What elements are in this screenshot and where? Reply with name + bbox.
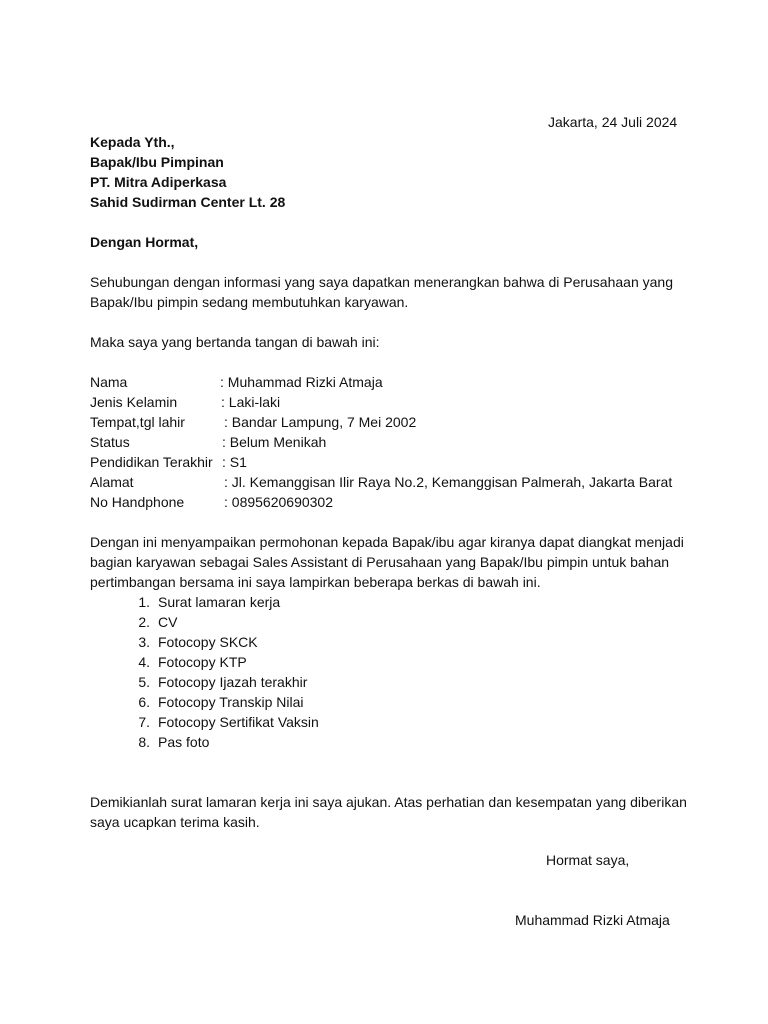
biodata-value: : Belum Menikah: [222, 434, 327, 450]
list-number: 3.: [138, 634, 150, 650]
biodata-label: Status: [90, 434, 130, 450]
paragraph-line: Dengan ini menyampaikan permohonan kepada Bapak/ibu agar kiranya dapat diangkat menjadi: [90, 534, 684, 550]
paragraph-line: bagian karyawan sebagai Sales Assistant di Perusahaan yang Bapak/Ibu pimpin untuk bahan: [90, 554, 670, 570]
biodata-label: Pendidikan Terakhir: [90, 454, 213, 470]
biodata-label: Tempat,tgl lahir: [90, 414, 185, 430]
list-item-text: Fotocopy SKCK: [158, 634, 258, 650]
biodata-value: : 0895620690302: [224, 494, 333, 510]
biodata-label: No Handphone: [90, 494, 185, 510]
list-item-text: Fotocopy Ijazah terakhir: [158, 674, 308, 690]
biodata-value: : S1: [222, 454, 247, 470]
greeting: Dengan Hormat,: [90, 234, 199, 250]
list-number: 5.: [138, 674, 150, 690]
paragraph-line: pertimbangan bersama ini saya lampirkan beberapa berkas di bawah ini.: [90, 574, 541, 590]
list-item-text: CV: [158, 614, 178, 630]
list-item-text: Pas foto: [158, 734, 210, 750]
recipient-line: Kepada Yth.,: [90, 134, 175, 150]
list-number: 7.: [138, 714, 150, 730]
date-line: Jakarta, 24 Juli 2024: [548, 114, 678, 130]
biodata-value: : Jl. Kemanggisan Ilir Raya No.2, Kemanggisan Palmerah, Jakarta Barat: [224, 474, 673, 490]
list-item-text: Fotocopy KTP: [158, 654, 247, 670]
list-item-text: Surat lamaran kerja: [158, 594, 281, 610]
list-number: 6.: [138, 694, 150, 710]
paragraph-line: Bapak/Ibu pimpin sedang membutuhkan karyawan.: [90, 294, 409, 310]
recipient-line: PT. Mitra Adiperkasa: [90, 174, 227, 190]
biodata-label: Nama: [90, 374, 128, 390]
biodata-value: : Laki-laki: [221, 394, 281, 410]
list-item-text: Fotocopy Sertifikat Vaksin: [158, 714, 319, 730]
list-number: 1.: [138, 594, 150, 610]
signoff: Hormat saya,: [546, 852, 630, 868]
paragraph-line: Demikianlah surat lamaran kerja ini saya ajukan. Atas perhatian dan kesempatan yang diberikan: [90, 794, 687, 810]
list-item-text: Fotocopy Transkip Nilai: [158, 694, 304, 710]
recipient-line: Sahid Sudirman Center Lt. 28: [90, 194, 286, 210]
biodata-value: : Muhammad Rizki Atmaja: [220, 374, 383, 390]
statement-line: Maka saya yang bertanda tangan di bawah ini:: [90, 334, 380, 350]
list-number: 8.: [138, 734, 150, 750]
recipient-line: Bapak/Ibu Pimpinan: [90, 154, 224, 170]
list-number: 4.: [138, 654, 150, 670]
biodata-label: Jenis Kelamin: [90, 394, 178, 410]
signer-name: Muhammad Rizki Atmaja: [515, 912, 670, 928]
biodata-value: : Bandar Lampung, 7 Mei 2002: [224, 414, 417, 430]
paragraph-line: Sehubungan dengan informasi yang saya dapatkan menerangkan bahwa di Perusahaan yang: [90, 274, 673, 290]
paragraph-line: saya ucapkan terima kasih.: [90, 814, 260, 830]
biodata-label: Alamat: [90, 474, 134, 490]
list-number: 2.: [138, 614, 150, 630]
